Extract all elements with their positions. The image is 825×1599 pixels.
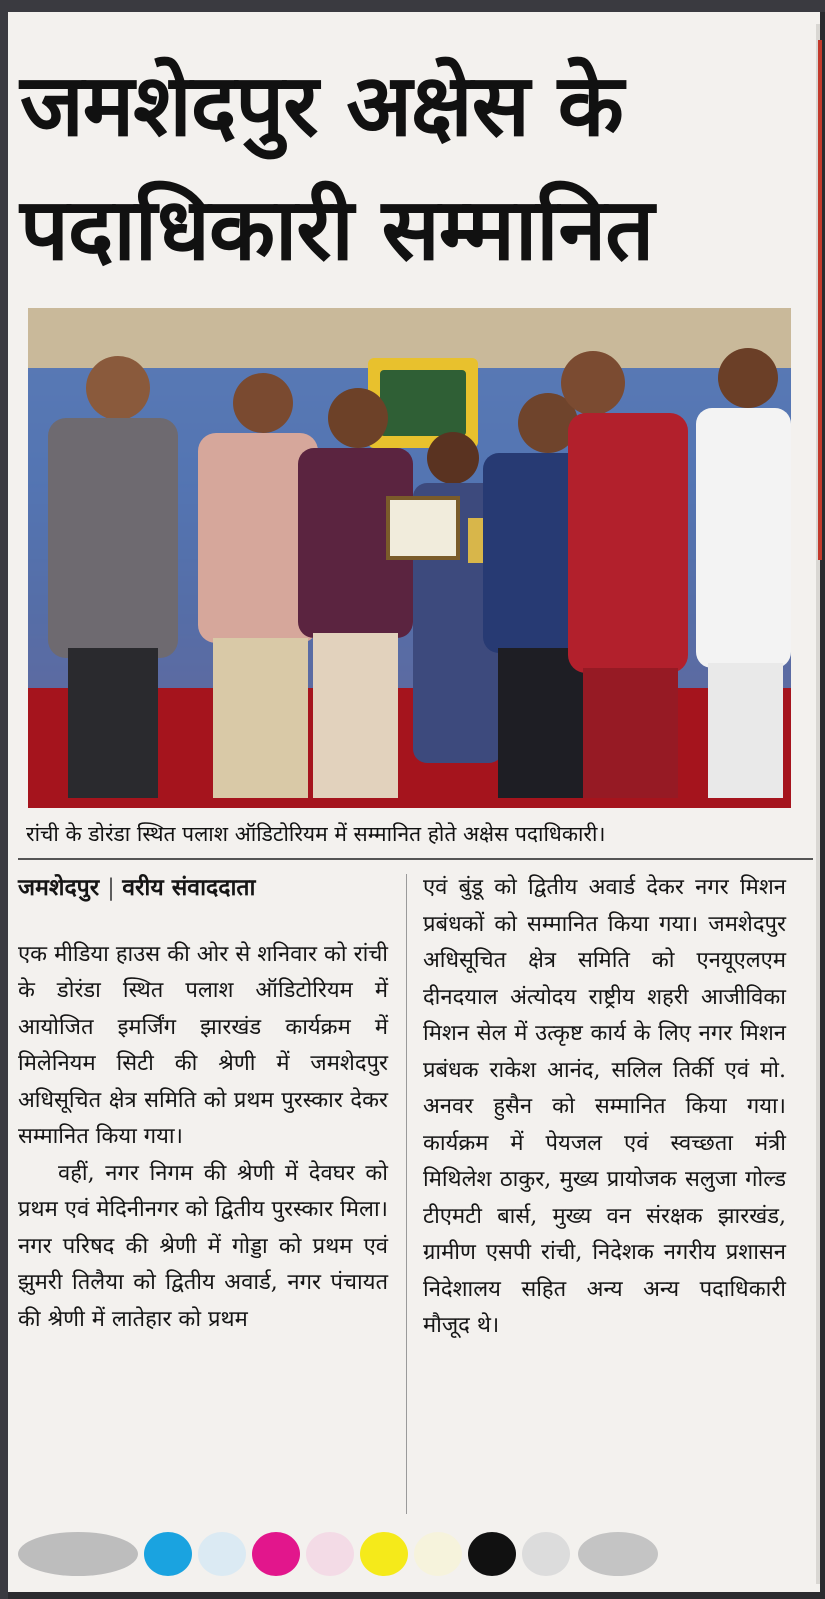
byline-separator: | bbox=[107, 875, 123, 901]
headline-line-2: पदाधिकारी सम्मानित bbox=[20, 180, 654, 280]
person-7 bbox=[696, 348, 791, 798]
adjacent-page-strip bbox=[818, 40, 822, 560]
color-swatch bbox=[360, 1532, 408, 1576]
byline bbox=[18, 870, 388, 907]
color-swatch bbox=[522, 1532, 570, 1576]
article-column-left bbox=[18, 870, 388, 1338]
color-swatch bbox=[144, 1532, 192, 1576]
color-swatch bbox=[306, 1532, 354, 1576]
newspaper-clipping bbox=[8, 12, 820, 1592]
color-swatch bbox=[18, 1532, 138, 1576]
column-divider bbox=[406, 874, 407, 1514]
color-swatch bbox=[252, 1532, 300, 1576]
headline bbox=[20, 44, 790, 292]
headline-line-1: जमशेदपुर अक्षेस के bbox=[20, 56, 623, 156]
award-ceremony-photo bbox=[28, 308, 791, 808]
photo-caption: रांची के डोरंडा स्थित पलाश ऑडिटोरियम में सम्मानित होते अक्षेस पदाधिकारी। bbox=[26, 822, 606, 846]
color-swatch bbox=[578, 1532, 658, 1576]
caption-rule bbox=[18, 858, 813, 860]
article-paragraph-1: एक मीडिया हाउस की ओर से शनिवार को रांची के डोरंडा स्थित पलाश ऑडिटोरियम में आयोजित इमर्जिंग झारखंड कार्यक्रम में मिलेनियम सिटी की श्रेणी में जमशेदपुर अधिसूचित क्षेत्र समिति को प्रथम पुरस्कार देकर सम्मानित किया गया। bbox=[18, 941, 388, 1149]
event-logo-inner bbox=[380, 370, 466, 436]
color-swatch bbox=[414, 1532, 462, 1576]
article-paragraph-2: वहीं, नगर निगम की श्रेणी में देवघर को प्रथम एवं मेदिनीनगर को द्वितीय पुरस्कार मिला। नगर परिषद की श्रेणी में गोड्डा को प्रथम एवं झुमरी तिलैया को द्वितीय अवार्ड, नगर पंचायत की श्रेणी में लातेहार को प्रथम bbox=[18, 1160, 388, 1332]
person-3 bbox=[298, 388, 413, 798]
color-swatch bbox=[468, 1532, 516, 1576]
article-paragraph-3: एवं बुंडू को द्वितीय अवार्ड देकर नगर मिशन प्रबंधकों को सम्मानित किया गया। जमशेदपुर अधिसूचित क्षेत्र समिति को एनयूएलएम दीनदयाल अंत्योदय राष्ट्रीय शहरी आजीविका मिशन सेल में उत्कृष्ट कार्य के लिए नगर मिशन प्रबंधक राकेश आनंद, सलिल तिर्की एवं मो. अनवर हुसैन को सम्मानित किया गया। कार्यक्रम में पेयजल एवं स्वच्छता मंत्री मिथिलेश ठाकुर, मुख्य प्रायोजक सलुजा गोल्ड टीएमटी बार्स, मुख्य वन संरक्षक झारखंड, ग्रामीण एसपी रांची, निदेशक नगरीय प्रशासन निदेशालय सहित अन्य अन्य पदाधिकारी मौजूद थे। bbox=[423, 875, 786, 1338]
color-swatch bbox=[198, 1532, 246, 1576]
byline-place: जमशेदपुर bbox=[18, 875, 100, 901]
window-top-border bbox=[0, 0, 825, 12]
article-column-right bbox=[423, 870, 786, 1345]
window-left-border bbox=[0, 0, 8, 1599]
photo-illustration bbox=[28, 308, 791, 808]
print-color-bar bbox=[18, 1528, 818, 1580]
byline-reporter: वरीय संवाददाता bbox=[122, 875, 256, 901]
